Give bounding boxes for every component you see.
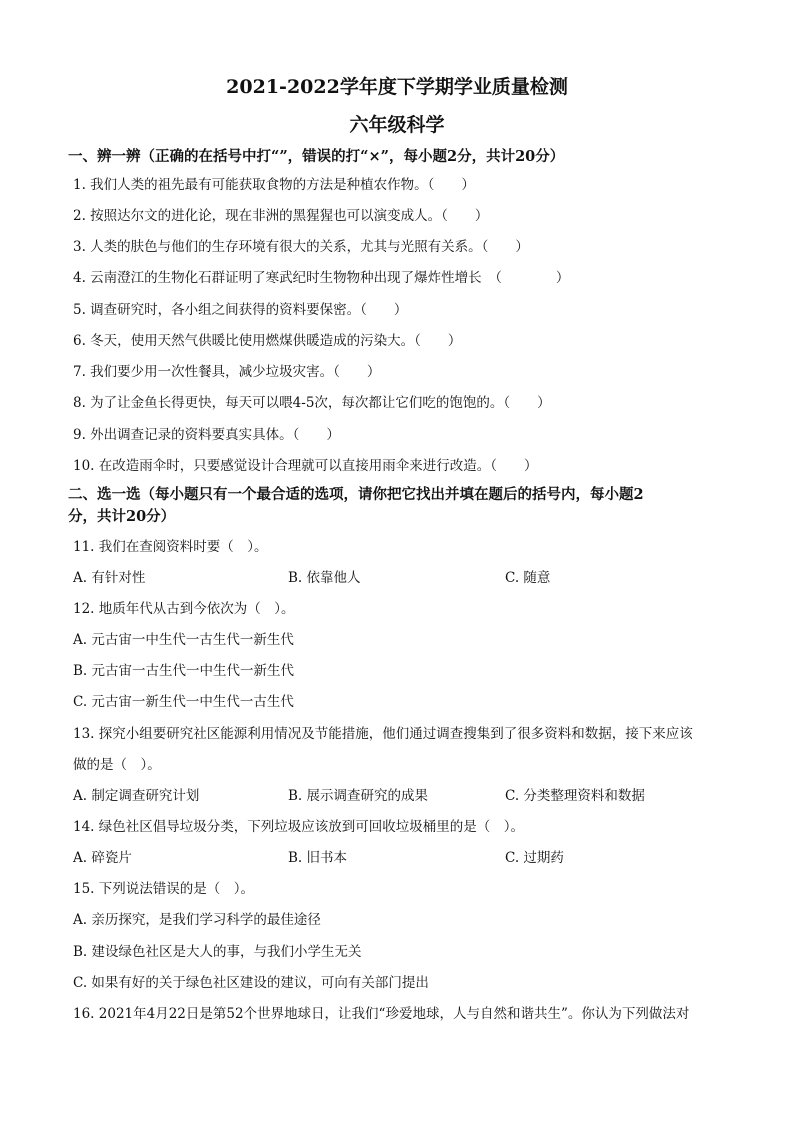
question-12: 12. 地质年代从古到今依次为（ ）。 [73, 601, 295, 617]
q13-option-b: B. 展示调查研究的成果 [288, 788, 429, 804]
section2-heading-line1: 二、选一选（每小题只有一个最合适的选项，请你把它找出并填在题后的括号内，每小题2 [68, 486, 644, 503]
exam-title: 2021-2022学年度下学期学业质量检测 [226, 76, 568, 98]
question-13-line2: 做的是（ ）。 [73, 757, 161, 773]
question-15: 15. 下列说法错误的是（ ）。 [73, 881, 255, 897]
q11-option-a: A. 有针对性 [73, 570, 146, 586]
q14-option-b: B. 旧书本 [288, 850, 348, 866]
q14-option-c: C. 过期药 [505, 850, 564, 866]
section1-heading: 一、辨一辨（正确的在括号中打“”，错误的打“×”，每小题2分，共计20分） [68, 148, 565, 165]
q12-option-b: B. 元古宙一古生代一中生代一新生代 [73, 663, 295, 679]
q15-option-b: B. 建设绿色社区是大人的事，与我们小学生无关 [73, 944, 362, 960]
question-7: 7. 我们要少用一次性餐具，减少垃圾灾害。（ ） [73, 364, 381, 380]
q15-option-a: A. 亲历探究，是我们学习科学的最佳途径 [73, 912, 321, 928]
section2-heading-line2: 分，共计20分） [68, 508, 176, 525]
question-14: 14. 绿色社区倡导垃圾分类，下列垃圾应该放到可回收垃圾桶里的是（ ）。 [73, 819, 525, 835]
question-13-line1: 13. 探究小组要研究社区能源利用情况及节能措施，他们通过调查搜集到了很多资料和数据，接下来应该 [73, 726, 693, 742]
question-9: 9. 外出调查记录的资料要真实具体。（ ） [73, 427, 340, 443]
question-5: 5. 调查研究时，各小组之间获得的资料要保密。（ ） [73, 302, 408, 318]
question-4: 4. 云南澄江的生物化石群证明了寒武纪时生物物种出现了爆炸性增长 （ ） [73, 270, 570, 286]
q13-option-a: A. 制定调查研究计划 [73, 788, 200, 804]
question-16: 16. 2021年4月22日是第52个世界地球日，让我们“珍爱地球，人与自然和谐共生”。你认为下列做法对 [73, 1006, 690, 1022]
q12-option-a: A. 元古宙一中生代一古生代一新生代 [73, 632, 294, 648]
question-1: 1. 我们人类的祖先最有可能获取食物的方法是种植农作物。（ ） [73, 177, 475, 193]
question-3: 3. 人类的肤色与他们的生存环境有很大的关系，尤其与光照有关系。（ ） [73, 239, 529, 255]
question-2: 2. 按照达尔文的进化论，现在非洲的黑猩猩也可以演变成人。（ ） [73, 208, 489, 224]
question-8: 8. 为了让金鱼长得更快，每天可以喂4-5次，每次都让它们吃的饱饱的。（ ） [73, 395, 551, 411]
q11-option-b: B. 依靠他人 [288, 570, 361, 586]
q11-option-c: C. 随意 [505, 570, 551, 586]
q12-option-c: C. 元古宙一新生代一中生代一古生代 [73, 694, 294, 710]
q14-option-a: A. 碎瓷片 [73, 850, 132, 866]
q13-option-c: C. 分类整理资料和数据 [505, 788, 645, 804]
exam-subtitle: 六年级科学 [349, 114, 445, 136]
question-11: 11. 我们在查阅资料时要（ ）。 [73, 539, 268, 555]
question-10: 10. 在改造雨伞时，只要感觉设计合理就可以直接用雨伞来进行改造。（ ） [73, 458, 538, 474]
question-6: 6. 冬天，使用天然气供暖比使用燃煤供暖造成的污染大。（ ） [73, 333, 462, 349]
q15-option-c: C. 如果有好的关于绿色社区建设的建议，可向有关部门提出 [73, 975, 429, 991]
